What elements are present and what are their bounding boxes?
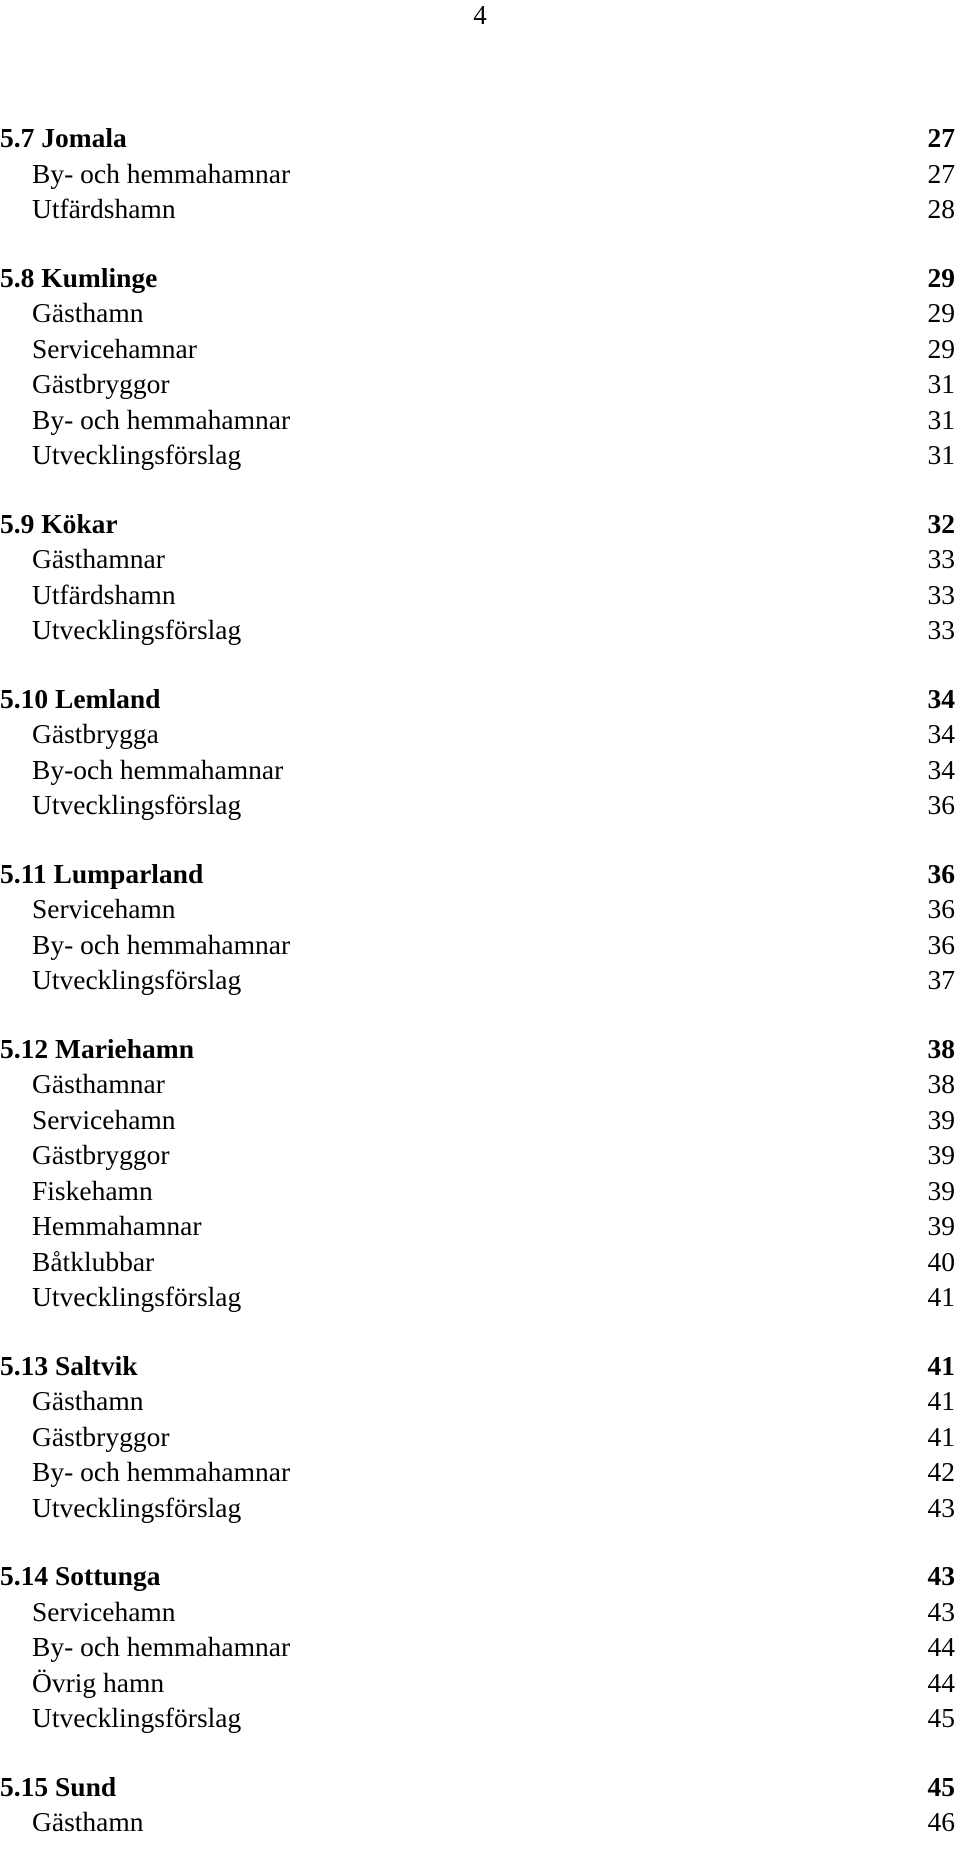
section-title: 5.13 Saltvik <box>0 1349 138 1381</box>
toc-entry <box>0 1102 960 1138</box>
page-ref: 29 <box>927 332 955 364</box>
page-ref: 36 <box>927 789 955 820</box>
section-title: 5.15 Sund <box>0 1770 117 1802</box>
toc-entry <box>0 1208 960 1244</box>
page-ref: 33 <box>927 578 955 610</box>
entry-title: Utvecklingsförslag <box>32 1281 242 1312</box>
entry-title: Gästhamn <box>32 1806 144 1837</box>
page-ref: 31 <box>927 368 955 399</box>
page-ref: 28 <box>927 193 955 224</box>
page-ref: 36 <box>927 893 955 924</box>
toc-section <box>0 260 960 473</box>
page-ref: 44 <box>927 1631 955 1662</box>
page-ref: 39 <box>927 1139 955 1170</box>
section-title: 5.8 Kumlinge <box>0 261 158 293</box>
toc-section <box>0 1769 960 1840</box>
toc-section <box>0 856 960 998</box>
page-ref: 41 <box>927 1349 955 1381</box>
page-ref: 34 <box>927 682 955 714</box>
section-title: 5.10 Lemland <box>0 682 161 714</box>
toc-entry <box>0 331 960 367</box>
toc-entry <box>0 1665 960 1701</box>
entry-title: Hemmahamnar <box>32 1210 202 1241</box>
entry-title: By-och hemmahamnar <box>32 753 284 785</box>
toc-entry <box>0 1173 960 1209</box>
section-title: 5.9 Kökar <box>0 507 118 539</box>
toc-entry <box>0 1279 960 1315</box>
toc-entry <box>0 787 960 823</box>
toc-entry <box>0 541 960 577</box>
toc-section <box>0 506 960 648</box>
page-ref: 29 <box>927 261 955 293</box>
table-of-contents <box>0 120 960 1873</box>
entry-title: Utvecklingsförslag <box>32 1702 242 1733</box>
entry-title: Utfärdshamn <box>32 193 176 224</box>
entry-title: By- och hemmahamnar <box>32 157 291 189</box>
page-ref: 29 <box>927 297 955 328</box>
entry-title: Servicehamnar <box>32 332 197 364</box>
entry-title: Övrig hamn <box>32 1666 165 1698</box>
page-ref: 46 <box>927 1806 955 1837</box>
toc-section-heading <box>0 1558 960 1594</box>
toc-section-heading <box>0 506 960 542</box>
entry-title: By- och hemmahamnar <box>32 1456 291 1487</box>
page-ref: 43 <box>927 1491 955 1523</box>
page-ref: 41 <box>927 1385 955 1416</box>
toc-entry <box>0 1490 960 1526</box>
entry-title: Gästbryggor <box>32 1420 170 1452</box>
page-ref: 45 <box>927 1770 955 1802</box>
page-ref: 38 <box>927 1032 955 1064</box>
page-ref: 36 <box>927 857 955 889</box>
entry-title: By- och hemmahamnar <box>32 403 291 435</box>
toc-section <box>0 1348 960 1526</box>
toc-entry <box>0 1629 960 1665</box>
toc-entry <box>0 191 960 227</box>
page-ref: 32 <box>927 507 955 539</box>
toc-entry <box>0 1454 960 1490</box>
page-ref: 27 <box>927 122 955 153</box>
page-ref: 43 <box>927 1595 955 1627</box>
entry-title: Fiskehamn <box>32 1174 153 1206</box>
entry-title: Utvecklingsförslag <box>32 614 242 645</box>
toc-section-heading <box>0 1769 960 1805</box>
entry-title: Utvecklingsförslag <box>32 789 242 820</box>
toc-section-heading <box>0 1348 960 1384</box>
toc-section-heading <box>0 1031 960 1067</box>
toc-section <box>0 681 960 823</box>
page-ref: 38 <box>927 1068 955 1099</box>
entry-title: Gästhamnar <box>32 1068 165 1099</box>
entry-title: By- och hemmahamnar <box>32 928 291 960</box>
toc-section-heading <box>0 856 960 892</box>
toc-section-heading <box>0 120 960 156</box>
entry-title: Utvecklingsförslag <box>32 1491 242 1523</box>
toc-section-heading <box>0 681 960 717</box>
page-ref: 43 <box>927 1560 955 1591</box>
toc-entry <box>0 1066 960 1102</box>
toc-entry <box>0 1700 960 1736</box>
toc-section <box>0 1558 960 1736</box>
page-ref: 33 <box>927 614 955 645</box>
entry-title: Gästbryggor <box>32 1139 170 1170</box>
page-number: 4 <box>473 0 487 30</box>
entry-title: Utvecklingsförslag <box>32 964 242 995</box>
toc-entry <box>0 962 960 998</box>
toc-entry <box>0 1244 960 1280</box>
page-ref: 31 <box>927 439 955 470</box>
toc-entry <box>0 891 960 927</box>
entry-title: Servicehamn <box>32 893 176 924</box>
page-ref: 34 <box>927 718 955 749</box>
toc-section <box>0 120 960 227</box>
page-ref: 45 <box>927 1702 955 1733</box>
page-ref: 36 <box>927 928 955 960</box>
section-title: 5.11 Lumparland <box>0 857 204 889</box>
entry-title: Gästhamnar <box>32 543 165 574</box>
toc-entry <box>0 612 960 648</box>
entry-title: By- och hemmahamnar <box>32 1631 291 1662</box>
page-ref: 37 <box>927 964 955 995</box>
toc-entry <box>0 295 960 331</box>
page-ref: 39 <box>927 1174 955 1206</box>
toc-entry <box>0 1137 960 1173</box>
entry-title: Utvecklingsförslag <box>32 439 242 470</box>
entry-title: Utfärdshamn <box>32 578 176 610</box>
toc-section <box>0 1031 960 1315</box>
page-ref: 40 <box>927 1245 955 1277</box>
page-ref: 39 <box>927 1210 955 1241</box>
page-ref: 41 <box>927 1281 955 1312</box>
toc-entry <box>0 156 960 192</box>
entry-title: Gästbryggor <box>32 368 170 399</box>
toc-entry <box>0 577 960 613</box>
entry-title: Servicehamn <box>32 1595 176 1627</box>
toc-entry <box>0 402 960 438</box>
toc-section-heading <box>0 260 960 296</box>
toc-entry <box>0 1419 960 1455</box>
toc-entry <box>0 366 960 402</box>
section-title: 5.14 Sottunga <box>0 1560 161 1591</box>
entry-title: Gästbrygga <box>32 718 159 749</box>
page-ref: 31 <box>927 403 955 435</box>
entry-title: Servicehamn <box>32 1103 176 1135</box>
toc-entry <box>0 752 960 788</box>
toc-entry <box>0 716 960 752</box>
page-ref: 42 <box>927 1456 955 1487</box>
page-ref: 41 <box>927 1420 955 1452</box>
page-ref: 33 <box>927 543 955 574</box>
page-ref: 27 <box>927 157 955 189</box>
toc-entry <box>0 927 960 963</box>
toc-entry <box>0 1383 960 1419</box>
section-title: 5.12 Mariehamn <box>0 1032 195 1064</box>
page-ref: 44 <box>927 1666 955 1698</box>
section-title: 5.7 Jomala <box>0 122 127 153</box>
entry-title: Båtklubbar <box>32 1245 155 1277</box>
page-ref: 34 <box>927 753 955 785</box>
toc-entry <box>0 1594 960 1630</box>
toc-entry <box>0 437 960 473</box>
page-ref: 39 <box>927 1103 955 1135</box>
toc-entry <box>0 1804 960 1840</box>
entry-title: Gästhamn <box>32 297 144 328</box>
entry-title: Gästhamn <box>32 1385 144 1416</box>
